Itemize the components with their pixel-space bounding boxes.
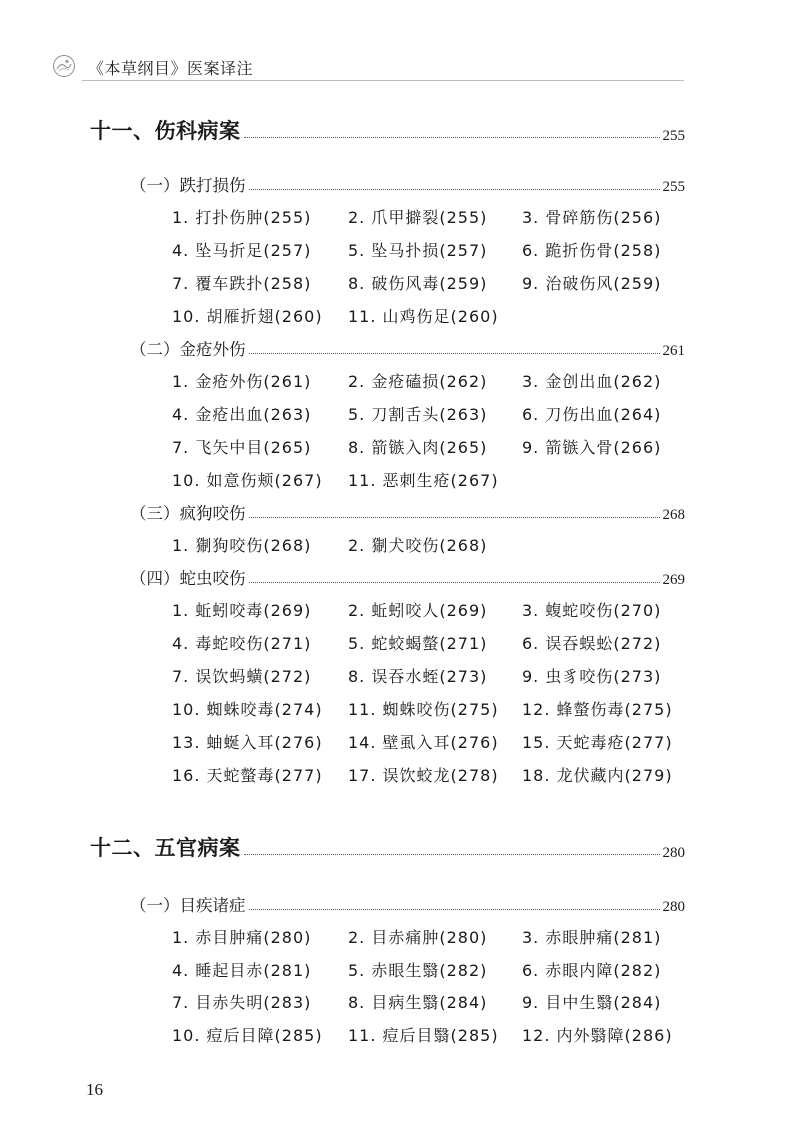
section-page: 261 [662,343,685,359]
toc-entry[interactable]: 3. 蝮蛇咬伤(270) [522,601,662,620]
toc-entry[interactable]: 4. 坠马折足(257) [172,241,312,260]
toc-entry[interactable]: 10. 如意伤颊(267) [172,471,323,490]
toc-entry[interactable]: 5. 坠马扑损(257) [348,241,488,260]
toc-entry[interactable]: 7. 覆车跌扑(258) [172,274,312,293]
section-page: 269 [662,572,685,588]
leader-dots [244,854,660,855]
toc-entry[interactable]: 11. 痘后目翳(285) [348,1026,499,1045]
section-heading[interactable] [130,892,685,916]
toc-entry[interactable]: 6. 跪折伤骨(258) [522,241,662,260]
section-title: （二）金疮外伤 [130,340,246,359]
entry-row [172,697,692,721]
toc-entry[interactable]: 2. 蚯蚓咬人(269) [348,601,488,620]
page-number: 16 [86,1080,103,1099]
entry-row [172,664,692,688]
chapter-heading[interactable] [90,832,685,862]
leader-dots [244,137,660,138]
chapter-heading[interactable] [90,115,685,145]
toc-entry[interactable]: 2. 猘犬咬伤(268) [348,536,488,555]
toc-entry[interactable]: 11. 蜘蛛咬伤(275) [348,700,499,719]
toc-entry[interactable]: 1. 金疮外伤(261) [172,372,312,391]
leader-dots [249,517,660,518]
toc-entry[interactable]: 9. 治破伤风(259) [522,274,662,293]
toc-entry[interactable]: 18. 龙伏藏内(279) [522,766,673,785]
toc-entry[interactable]: 14. 壁虱入耳(276) [348,733,499,752]
toc-entry[interactable]: 12. 蜂螫伤毒(275) [522,700,673,719]
book-logo-icon [52,54,76,78]
toc-entry[interactable]: 7. 误饮蚂蟥(272) [172,667,312,686]
leader-dots [249,582,660,583]
toc-entry[interactable]: 3. 金创出血(262) [522,372,662,391]
section-heading[interactable] [130,336,685,360]
section-title: （一）目疾诸症 [130,896,246,915]
chapter-page: 255 [662,128,685,144]
entry-row [172,435,692,459]
toc-entry[interactable]: 7. 飞矢中目(265) [172,438,312,457]
entry-row [172,238,692,262]
toc-entry[interactable]: 8. 误吞水蛭(273) [348,667,488,686]
section-page: 255 [662,179,685,195]
toc-entry[interactable]: 2. 爪甲擗裂(255) [348,208,488,227]
toc-entry[interactable]: 5. 赤眼生翳(282) [348,961,488,980]
entry-row [172,598,692,622]
leader-dots [249,353,660,354]
entry-row [172,205,692,229]
toc-entry[interactable]: 1. 猘狗咬伤(268) [172,536,312,555]
chapter-page: 280 [662,845,685,861]
section-page: 268 [662,507,685,523]
toc-entry[interactable]: 11. 山鸡伤足(260) [348,307,499,326]
toc-entry[interactable]: 4. 毒蛇咬伤(271) [172,634,312,653]
toc-entry[interactable]: 9. 虫豸咬伤(273) [522,667,662,686]
section-title: （四）蛇虫咬伤 [130,569,246,588]
section-title: （一）跌打损伤 [130,176,246,195]
toc-entry[interactable]: 10. 胡雁折翅(260) [172,307,323,326]
toc-entry[interactable]: 13. 蚰蜒入耳(276) [172,733,323,752]
toc-entry[interactable]: 11. 恶刺生疮(267) [348,471,499,490]
chapter-title: 十二、五官病案 [90,835,241,860]
toc-entry[interactable]: 12. 内外翳障(286) [522,1026,673,1045]
entry-row [172,468,692,492]
entry-row [172,533,692,557]
entry-row [172,730,692,754]
toc-entry[interactable]: 1. 赤目肿痛(280) [172,928,312,947]
toc-entry[interactable]: 1. 打扑伤肿(255) [172,208,312,227]
entry-row [172,763,692,787]
entry-row [172,1023,692,1047]
leader-dots [249,189,660,190]
toc-entry[interactable]: 10. 蜘蛛咬毒(274) [172,700,323,719]
chapter-title: 十一、伤科病案 [90,118,241,143]
section-title: （三）疯狗咬伤 [130,504,246,523]
toc-entry[interactable]: 4. 睡起目赤(281) [172,961,312,980]
toc-entry[interactable]: 10. 痘后目障(285) [172,1026,323,1045]
toc-entry[interactable]: 16. 天蛇螫毒(277) [172,766,323,785]
toc-entry[interactable]: 6. 赤眼内障(282) [522,961,662,980]
toc-entry[interactable]: 7. 目赤失明(283) [172,993,312,1012]
toc-entry[interactable]: 2. 目赤痛肿(280) [348,928,488,947]
entry-row [172,402,692,426]
toc-entry[interactable]: 5. 蛇蛟蝎螫(271) [348,634,488,653]
toc-entry[interactable]: 17. 误饮蛟龙(278) [348,766,499,785]
toc-entry[interactable]: 2. 金疮磕损(262) [348,372,488,391]
book-title: 《本草纲目》医案译注 [88,59,254,78]
entry-row [172,271,692,295]
toc-entry[interactable]: 8. 箭镞入肉(265) [348,438,488,457]
entry-row [172,304,692,328]
entry-row [172,369,692,393]
toc-entry[interactable]: 3. 骨碎筋伤(256) [522,208,662,227]
toc-entry[interactable]: 4. 金疮出血(263) [172,405,312,424]
toc-entry[interactable]: 8. 目病生翳(284) [348,993,488,1012]
leader-dots [249,909,660,910]
toc-entry[interactable]: 15. 天蛇毒疮(277) [522,733,673,752]
toc-entry[interactable]: 1. 蚯蚓咬毒(269) [172,601,312,620]
toc-entry[interactable]: 8. 破伤风毒(259) [348,274,488,293]
header-rule [82,80,684,81]
toc-entry[interactable]: 6. 误吞蜈蚣(272) [522,634,662,653]
toc-entry[interactable]: 3. 赤眼肿痛(281) [522,928,662,947]
running-header [52,52,684,82]
entry-row [172,631,692,655]
toc-entry[interactable]: 6. 刀伤出血(264) [522,405,662,424]
toc-entry[interactable]: 9. 箭镞入骨(266) [522,438,662,457]
section-heading[interactable] [130,172,685,196]
entry-row [172,990,692,1014]
entry-row [172,958,692,982]
section-heading[interactable] [130,565,685,589]
toc-entry[interactable]: 9. 目中生翳(284) [522,993,662,1012]
entry-row [172,925,692,949]
section-heading[interactable] [130,500,685,524]
section-page: 280 [662,899,685,915]
toc-entry[interactable]: 5. 刀割舌头(263) [348,405,488,424]
